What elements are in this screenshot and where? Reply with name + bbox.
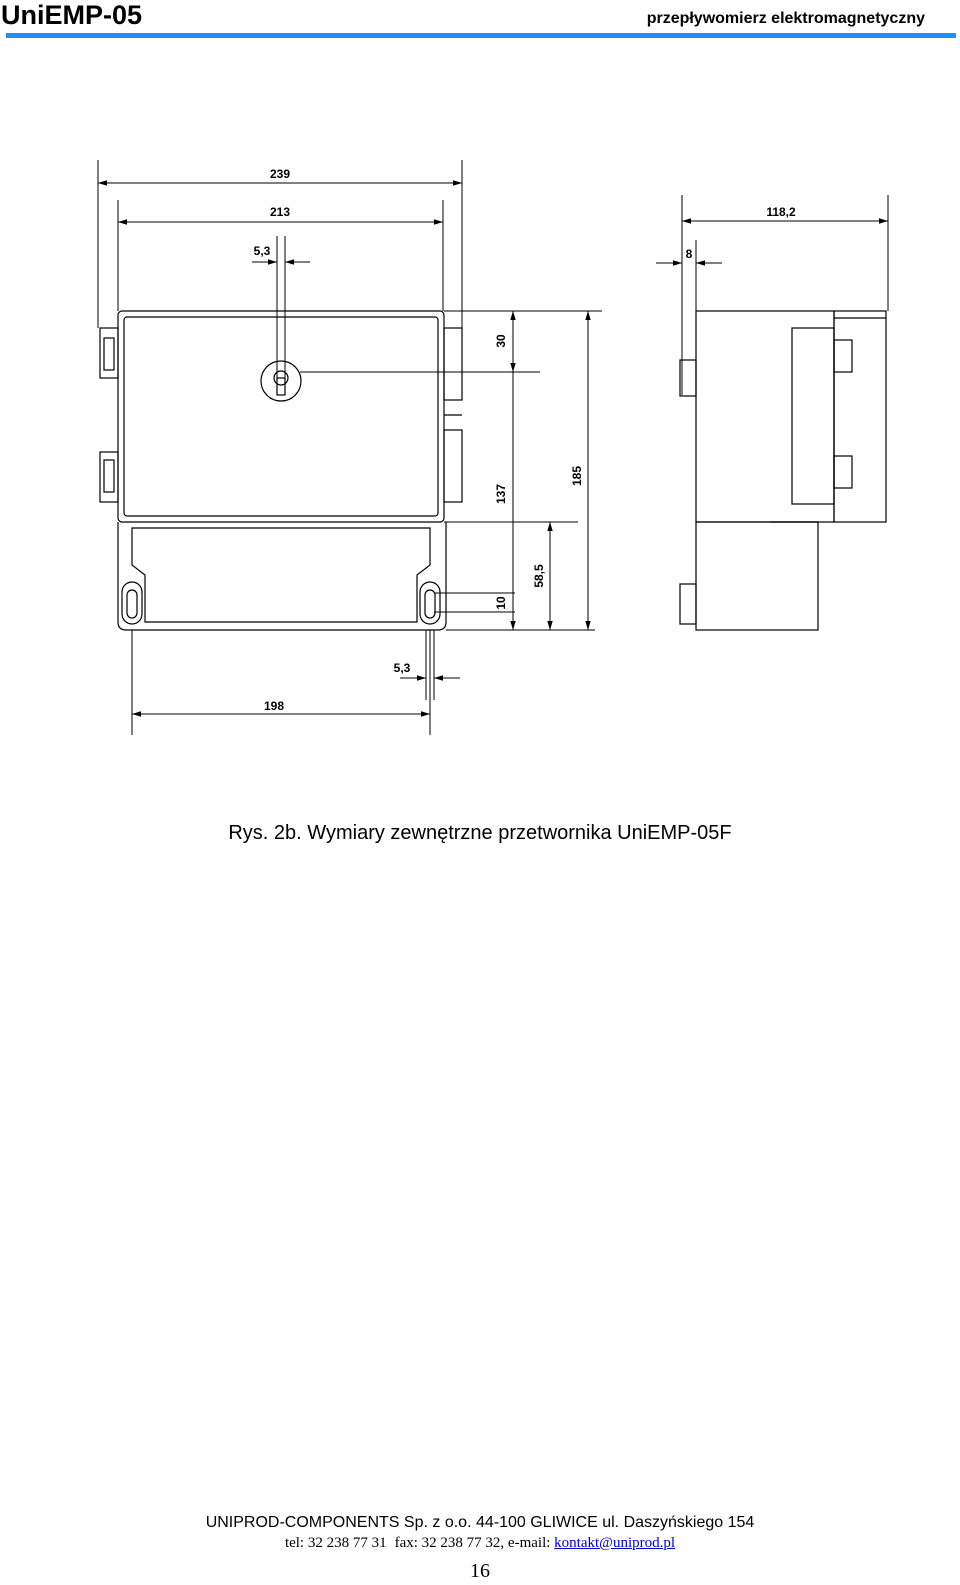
dim-10: 10 (494, 596, 508, 610)
email-link[interactable]: kontakt@uniprod.pl (554, 1535, 676, 1551)
front-view (100, 311, 462, 630)
dim-213: 213 (269, 205, 291, 219)
dim-185: 185 (570, 465, 584, 487)
dim-198: 198 (263, 699, 285, 713)
side-view (680, 311, 886, 630)
footer-fax: fax: 32 238 77 32, e-mail: (394, 1535, 551, 1551)
page-number: 16 (470, 1560, 490, 1582)
dim-118-2: 118,2 (766, 205, 796, 219)
footer-tel: tel: 32 238 77 31 (284, 1535, 387, 1551)
dim-hole-top: 5,3 (253, 244, 271, 258)
document-title: UniEMP-05 (1, 0, 143, 30)
dim-137: 137 (494, 483, 508, 505)
front-dimension-lines (98, 160, 602, 735)
footer-company: UNIPROD-COMPONENTS Sp. z o.o. 44-100 GLIWICE ul. Daszyńskiego 154 (205, 1514, 755, 1531)
dim-8: 8 (685, 247, 693, 261)
footer-contact (0, 1535, 960, 1552)
document-subtitle: przepływomierz elektromagnetyczny (646, 10, 925, 27)
dim-hole-bottom: 5,3 (393, 661, 411, 675)
technical-drawing (0, 0, 960, 760)
dimension-labels (254, 167, 796, 713)
dim-239: 239 (269, 167, 291, 181)
dim-30: 30 (494, 334, 508, 348)
side-dimension-lines (656, 195, 888, 395)
dim-58-5: 58,5 (532, 564, 546, 588)
figure-caption: Rys. 2b. Wymiary zewnętrzne przetwornika UniEMP-05F (228, 822, 732, 844)
